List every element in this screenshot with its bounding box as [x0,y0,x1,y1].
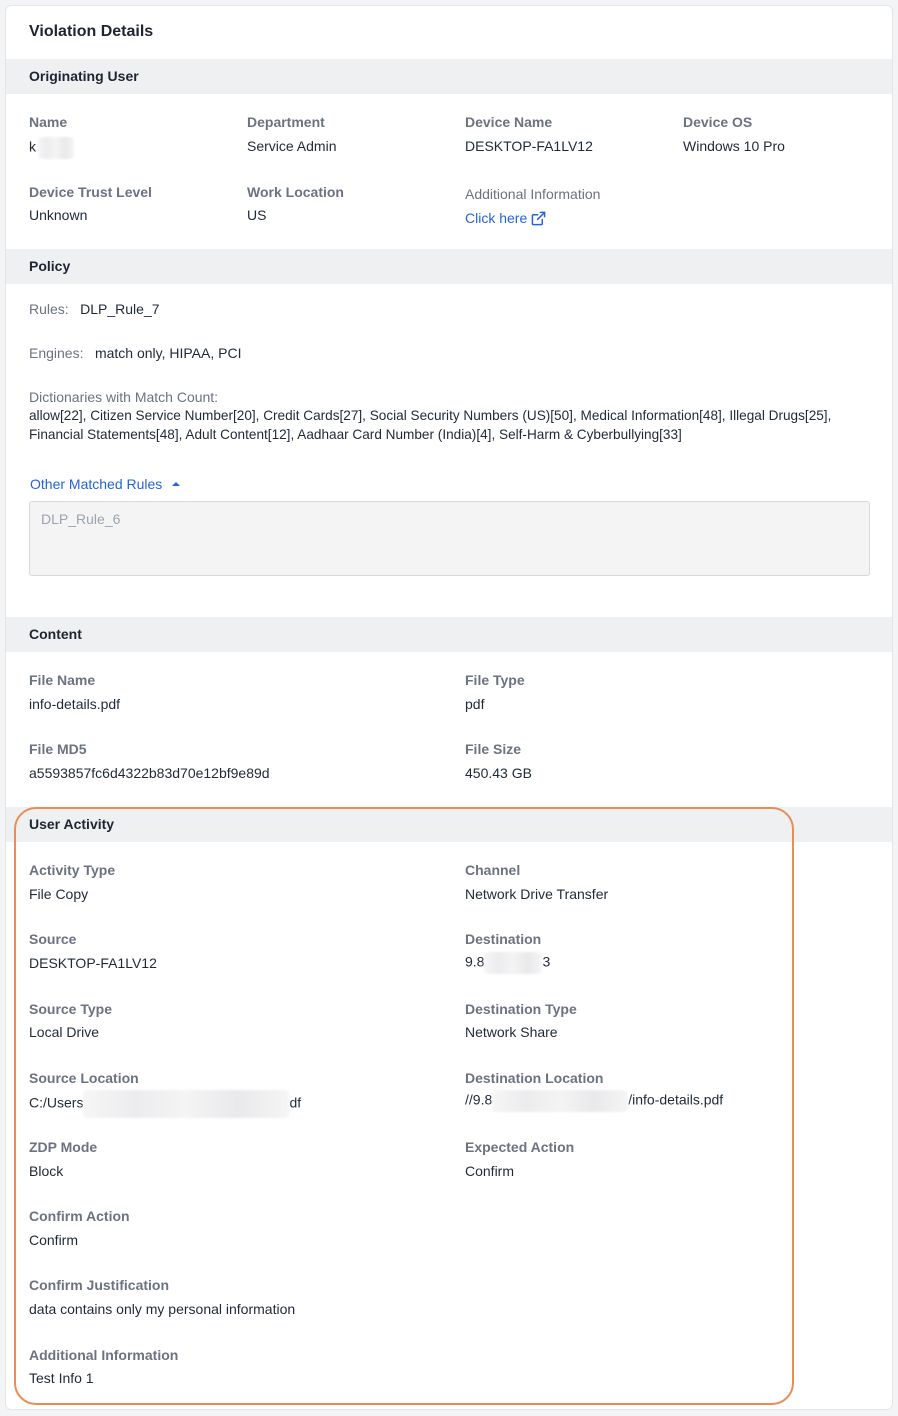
channel-value: Network Drive Transfer [465,886,609,902]
other-matched-rules-box [29,501,870,576]
confirm-action-value: Confirm [29,1232,79,1248]
activity-additional-information-label: Additional Information [29,1347,179,1363]
destination-location-label: Destination Location [465,1070,604,1086]
zdp-mode-value: Block [29,1163,64,1179]
confirm-justification-label: Confirm Justification [29,1277,170,1293]
source-type-value: Local Drive [29,1024,100,1040]
destination-type-value: Network Share [465,1024,558,1040]
activity-additional-information-value: Test Info 1 [29,1370,94,1386]
file-md5-label: File MD5 [29,741,87,757]
redacted-source-location [83,1090,289,1118]
dictionaries-line-2: Financial Statements[48], Adult Content[12], Aadhaar Card Number (India)[4], Self-Harm & Cyberbullying[33] [29,427,682,442]
file-size-label: File Size [465,741,522,757]
section-header-policy: Policy [6,249,892,284]
department-label: Department [247,114,325,130]
additional-information-label: Additional Information [465,186,601,202]
activity-type-value: File Copy [29,886,89,902]
confirm-justification-value: data contains only my personal information [29,1301,296,1317]
file-md5-value: a5593857fc6d4322b83d70e12bf9e89d [29,765,270,781]
work-location-value: US [247,207,267,223]
activity-type-label: Activity Type [29,862,116,878]
file-name-label: File Name [29,672,96,688]
destination-label: Destination [465,931,542,947]
page-title: Violation Details [29,23,154,40]
confirm-action-label: Confirm Action [29,1208,130,1224]
expected-action-value: Confirm [465,1163,515,1179]
other-matched-rules-toggle[interactable]: Other Matched Rules [30,476,182,492]
device-os-label: Device OS [683,114,753,130]
file-type-value: pdf [465,696,485,712]
section-header-user-activity: User Activity [6,807,892,842]
other-matched-rule-item: DLP_Rule_6 [41,511,121,527]
engines-label: Engines: [29,345,84,361]
device-os-value: Windows 10 Pro [683,138,785,154]
redacted-destination-location [492,1090,628,1112]
device-trust-level-value: Unknown [29,207,88,223]
source-location-value: C:/Users df [29,1090,301,1118]
source-label: Source [29,931,77,947]
expected-action-label: Expected Action [465,1139,575,1155]
file-name-value: info-details.pdf [29,696,121,712]
name-value: k [29,137,74,159]
violation-details-card [5,5,893,1410]
destination-value: 9.8 3 [465,952,550,974]
redacted-destination [484,952,542,974]
device-name-value: DESKTOP-FA1LV12 [465,138,593,154]
dictionaries-line-1: allow[22], Citizen Service Number[20], Credit Cards[27], Social Security Numbers (US)[50], Medical Information[48], Illegal Drugs[25], [29,408,832,423]
engines-row [29,345,241,363]
redacted-name [38,137,74,159]
name-label: Name [29,114,68,130]
click-here-link[interactable]: Click here [465,210,546,226]
zdp-mode-label: ZDP Mode [29,1139,98,1155]
source-type-label: Source Type [29,1001,112,1017]
destination-location-value: //9.8 /info-details.pdf [465,1090,723,1112]
rules-label: Rules: [29,301,69,317]
external-link-icon [531,211,546,226]
device-trust-level-label: Device Trust Level [29,184,152,200]
dictionaries-label: Dictionaries with Match Count: [29,389,219,405]
file-type-label: File Type [465,672,525,688]
source-location-label: Source Location [29,1070,139,1086]
destination-type-label: Destination Type [465,1001,577,1017]
rules-row [29,301,160,319]
file-size-value: 450.43 GB [465,765,532,781]
department-value: Service Admin [247,138,337,154]
channel-label: Channel [465,862,521,878]
engines-value: match only, HIPAA, PCI [94,345,242,361]
section-header-content: Content [6,617,892,652]
chevron-up-icon [170,479,182,489]
section-header-originating-user: Originating User [6,59,892,94]
rules-value: DLP_Rule_7 [80,301,160,317]
device-name-label: Device Name [465,114,553,130]
source-value: DESKTOP-FA1LV12 [29,955,157,971]
work-location-label: Work Location [247,184,344,200]
